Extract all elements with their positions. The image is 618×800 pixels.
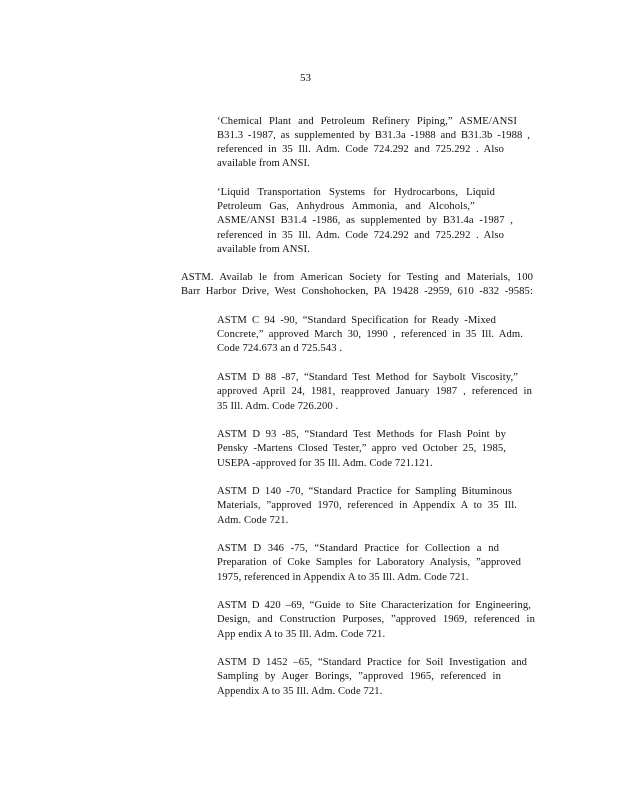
text-line: ASME/ANSI B31.4 -1986, as supplemented by B31.4a -1987 , (217, 215, 513, 226)
text-line: Materials, ”approved 1970, referenced in Appendix A to 35 Ill. (217, 500, 517, 511)
text-line: ASTM D 88 -87, “Standard Test Method for Saybolt Viscosity,” (217, 372, 518, 383)
text-line: referenced in 35 Ill. Adm. Code 724.292 and 725.292 . Also (217, 230, 504, 241)
text-line: available from ANSI. (217, 158, 310, 169)
text-line: Appendix A to 35 Ill. Adm. Code 721. (217, 686, 383, 697)
text-line: ASTM. Availab le from American Society for Testing and Materials, 100 (181, 272, 533, 283)
text-line: B31.3 -1987, as supplemented by B31.3a -1988 and B31.3b -1988 , (217, 130, 530, 141)
text-line: ASTM D 1452 –65, “Standard Practice for Soil Investigation and (217, 657, 527, 668)
text-line: referenced in 35 Ill. Adm. Code 724.292 and 725.292 . Also (217, 144, 504, 155)
text-line: Sampling by Auger Borings, ”approved 1965, referenced in (217, 671, 501, 682)
text-line: Adm. Code 721. (217, 515, 289, 526)
text-line: USEPA -approved for 35 Ill. Adm. Code 721.121. (217, 458, 433, 469)
text-line: Preparation of Coke Samples for Laboratory Analysis, ”approved (217, 557, 521, 568)
page-number: 53 (300, 72, 311, 84)
text-line: ‘Chemical Plant and Petroleum Refinery Piping,” ASME/ANSI (217, 116, 517, 127)
text-line: Concrete,” approved March 30, 1990 , referenced in 35 Ill. Adm. (217, 329, 523, 340)
text-line: ‘Liquid Transportation Systems for Hydrocarbons, Liquid (217, 187, 495, 198)
text-line: available from ANSI. (217, 244, 310, 255)
text-line: ASTM C 94 -90, “Standard Specification for Ready -Mixed (217, 315, 496, 326)
text-line: ASTM D 420 –69, “Guide to Site Characterization for Engineering, (217, 600, 531, 611)
text-line: Design, and Construction Purposes, ”approved 1969, referenced in (217, 614, 535, 625)
text-line: Barr Harbor Drive, West Conshohocken, PA 19428 -2959, 610 -832 -9585: (181, 286, 533, 297)
text-line: 1975, referenced in Appendix A to 35 Ill. Adm. Code 721. (217, 572, 469, 583)
text-line: ASTM D 93 -85, “Standard Test Methods for Flash Point by (217, 429, 506, 440)
text-line: 35 Ill. Adm. Code 726.200 . (217, 401, 339, 412)
text-line: approved April 24, 1981, reapproved January 1987 , referenced in (217, 386, 532, 397)
text-line: Code 724.673 an d 725.543 . (217, 343, 343, 354)
text-line: ASTM D 140 -70, “Standard Practice for Sampling Bituminous (217, 486, 512, 497)
text-line: Petroleum Gas, Anhydrous Ammonia, and Alcohols,” (217, 201, 475, 212)
text-line: Pensky -Martens Closed Tester,” appro ved October 25, 1985, (217, 443, 506, 454)
text-line: App endix A to 35 Ill. Adm. Code 721. (217, 629, 386, 640)
text-line: ASTM D 346 -75, “Standard Practice for Collection a nd (217, 543, 499, 554)
